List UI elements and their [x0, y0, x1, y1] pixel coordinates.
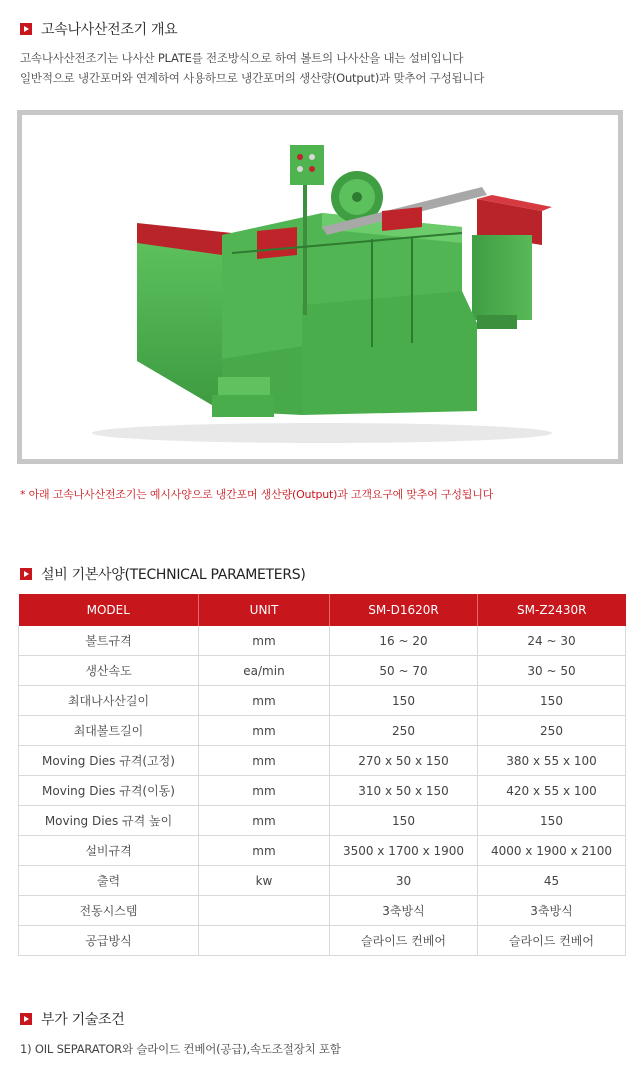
table-cell: [199, 896, 330, 926]
table-row: [19, 626, 626, 656]
extras-title: 부가 기술조건: [41, 1012, 125, 1028]
table-cell: 420 x 55 x 100: [478, 776, 626, 806]
table-cell: mm: [199, 836, 330, 866]
table-cell: ea/min: [199, 656, 330, 686]
table-row: [19, 806, 626, 836]
technical-parameters-table: [18, 594, 626, 956]
example-spec-note: * 아래 고속나사산전조기는 예시사양으로 냉간포머 생산량(Output)과 고객요구에 맞추어 구성됩니다: [20, 488, 494, 501]
column-header: SM-Z2430R: [478, 594, 626, 626]
table-header-row: [19, 594, 626, 626]
table-cell: 50 ~ 70: [330, 656, 478, 686]
table-cell: 150: [330, 806, 478, 836]
specs-heading: [20, 564, 306, 584]
table-row: [19, 926, 626, 956]
play-bullet-icon: [20, 568, 32, 580]
table-cell: 45: [478, 866, 626, 896]
table-cell: Moving Dies 규격(고정): [19, 746, 199, 776]
table-cell: 3축방식: [478, 896, 626, 926]
table-cell: 150: [330, 686, 478, 716]
table-cell: Moving Dies 규격(이동): [19, 776, 199, 806]
extras-heading: [20, 1009, 125, 1029]
table-cell: 380 x 55 x 100: [478, 746, 626, 776]
overview-title: 고속나사산전조기 개요: [41, 22, 178, 38]
table-cell: mm: [199, 746, 330, 776]
column-header: UNIT: [199, 594, 330, 626]
table-cell: mm: [199, 626, 330, 656]
table-row: [19, 776, 626, 806]
specs-title: 설비 기본사양(TECHNICAL PARAMETERS): [41, 567, 306, 583]
table-cell: mm: [199, 776, 330, 806]
table-row: [19, 656, 626, 686]
overview-heading: [20, 19, 177, 39]
table-cell: 3축방식: [330, 896, 478, 926]
thread-rolling-machine-image: [22, 115, 618, 459]
overview-line: 고속나사산전조기는 나사산 PLATE를 전조방식으로 하여 볼트의 나사산을 내는 설비입니다: [20, 51, 464, 65]
table-cell: 볼트규격: [19, 626, 199, 656]
table-cell: 슬라이드 컨베어: [478, 926, 626, 956]
table-cell: 30: [330, 866, 478, 896]
table-cell: 최대볼트길이: [19, 716, 199, 746]
overview-description: [20, 48, 484, 88]
table-cell: 16 ~ 20: [330, 626, 478, 656]
extras-item: 1) OIL SEPARATOR와 슬라이드 컨베어(공급),속도조절장치 포함: [20, 1042, 341, 1056]
table-cell: mm: [199, 686, 330, 716]
overview-line: 일반적으로 냉간포머와 연계하여 사용하므로 냉간포머의 생산량(Output)과 맞추어 구성됩니다: [20, 71, 485, 85]
table-cell: 생산속도: [19, 656, 199, 686]
play-bullet-icon: [20, 23, 32, 35]
table-cell: mm: [199, 806, 330, 836]
table-row: [19, 896, 626, 926]
table-cell: [199, 926, 330, 956]
table-cell: 24 ~ 30: [478, 626, 626, 656]
table-cell: 최대나사산길이: [19, 686, 199, 716]
table-cell: 공급방식: [19, 926, 199, 956]
table-cell: Moving Dies 규격 높이: [19, 806, 199, 836]
column-header: SM-D1620R: [330, 594, 478, 626]
table-row: [19, 836, 626, 866]
table-cell: mm: [199, 716, 330, 746]
column-header: MODEL: [19, 594, 199, 626]
play-bullet-icon: [20, 1013, 32, 1025]
table-cell: 150: [478, 806, 626, 836]
table-cell: 4000 x 1900 x 2100: [478, 836, 626, 866]
table-cell: 270 x 50 x 150: [330, 746, 478, 776]
table-cell: 250: [478, 716, 626, 746]
table-cell: 출력: [19, 866, 199, 896]
table-row: [19, 716, 626, 746]
table-cell: 250: [330, 716, 478, 746]
table-cell: 전동시스템: [19, 896, 199, 926]
machine-photo: [17, 110, 623, 464]
table-row: [19, 686, 626, 716]
table-cell: 150: [478, 686, 626, 716]
table-cell: 3500 x 1700 x 1900: [330, 836, 478, 866]
table-cell: 30 ~ 50: [478, 656, 626, 686]
table-cell: 310 x 50 x 150: [330, 776, 478, 806]
table-cell: 설비규격: [19, 836, 199, 866]
table-cell: 슬라이드 컨베어: [330, 926, 478, 956]
table-row: [19, 866, 626, 896]
table-cell: kw: [199, 866, 330, 896]
table-row: [19, 746, 626, 776]
